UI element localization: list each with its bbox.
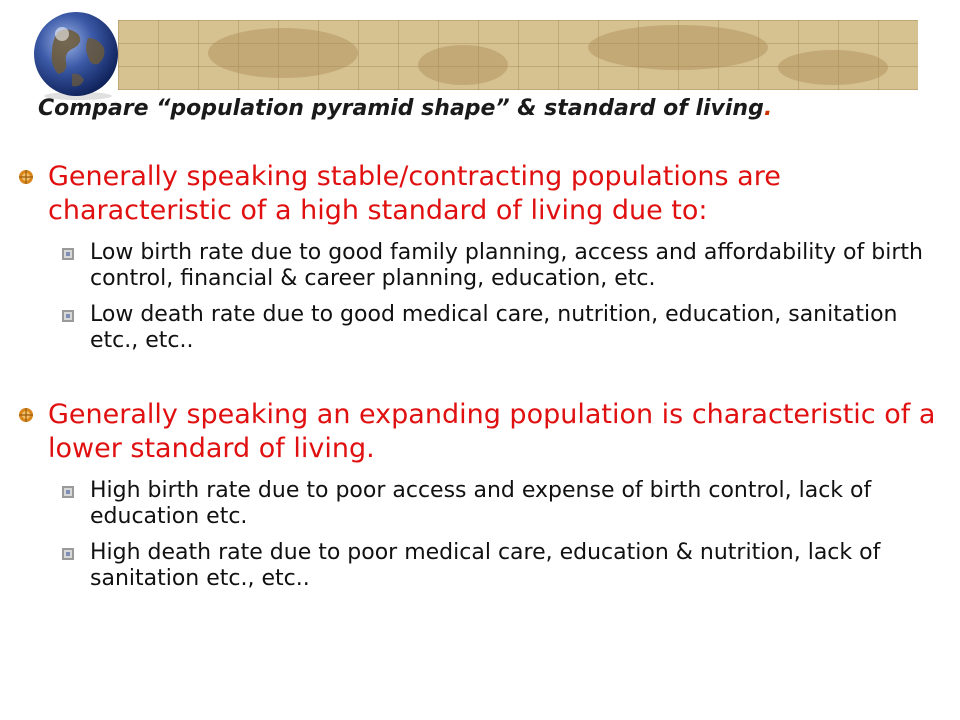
map-landmass <box>208 28 358 78</box>
gray-square-bullet-icon <box>62 486 74 498</box>
list-item-text: High birth rate due to poor access and expense of birth control, lack of education etc. <box>90 478 872 529</box>
list-item-text: Low death rate due to good medical care, nutrition, education, sanitation etc., etc.. <box>90 302 898 353</box>
list-item <box>90 540 928 592</box>
orange-gear-bullet-icon <box>18 407 34 423</box>
list-item-text: High death rate due to poor medical care, education & nutrition, lack of sanitation etc., etc.. <box>90 540 881 591</box>
globe-icon <box>28 8 128 100</box>
section-heading-text: Generally speaking an expanding population is characteristic of a lower standard of living. <box>48 399 936 464</box>
list-item <box>90 240 928 292</box>
slide-title-text: Compare “population pyramid shape” & standard of living <box>38 96 764 121</box>
section-heading <box>18 398 938 466</box>
map-landmass <box>418 45 508 85</box>
header-banner <box>118 20 918 90</box>
section-heading <box>18 160 938 228</box>
slide-title <box>38 92 928 126</box>
list-item <box>90 478 928 530</box>
orange-gear-bullet-icon <box>18 169 34 185</box>
gray-square-bullet-icon <box>62 310 74 322</box>
gray-square-bullet-icon <box>62 548 74 560</box>
slide-content <box>18 160 938 592</box>
map-landmass <box>588 25 768 70</box>
section-heading-text: Generally speaking stable/contracting populations are characteristic of a high standard of living due to: <box>48 161 781 226</box>
gray-square-bullet-icon <box>62 248 74 260</box>
map-landmass <box>778 50 888 85</box>
title-end-mark: . <box>763 96 773 121</box>
list-item <box>90 302 928 354</box>
list-item-text: Low birth rate due to good family planning, access and affordability of birth control, financial & career planning, education, etc. <box>90 240 923 291</box>
